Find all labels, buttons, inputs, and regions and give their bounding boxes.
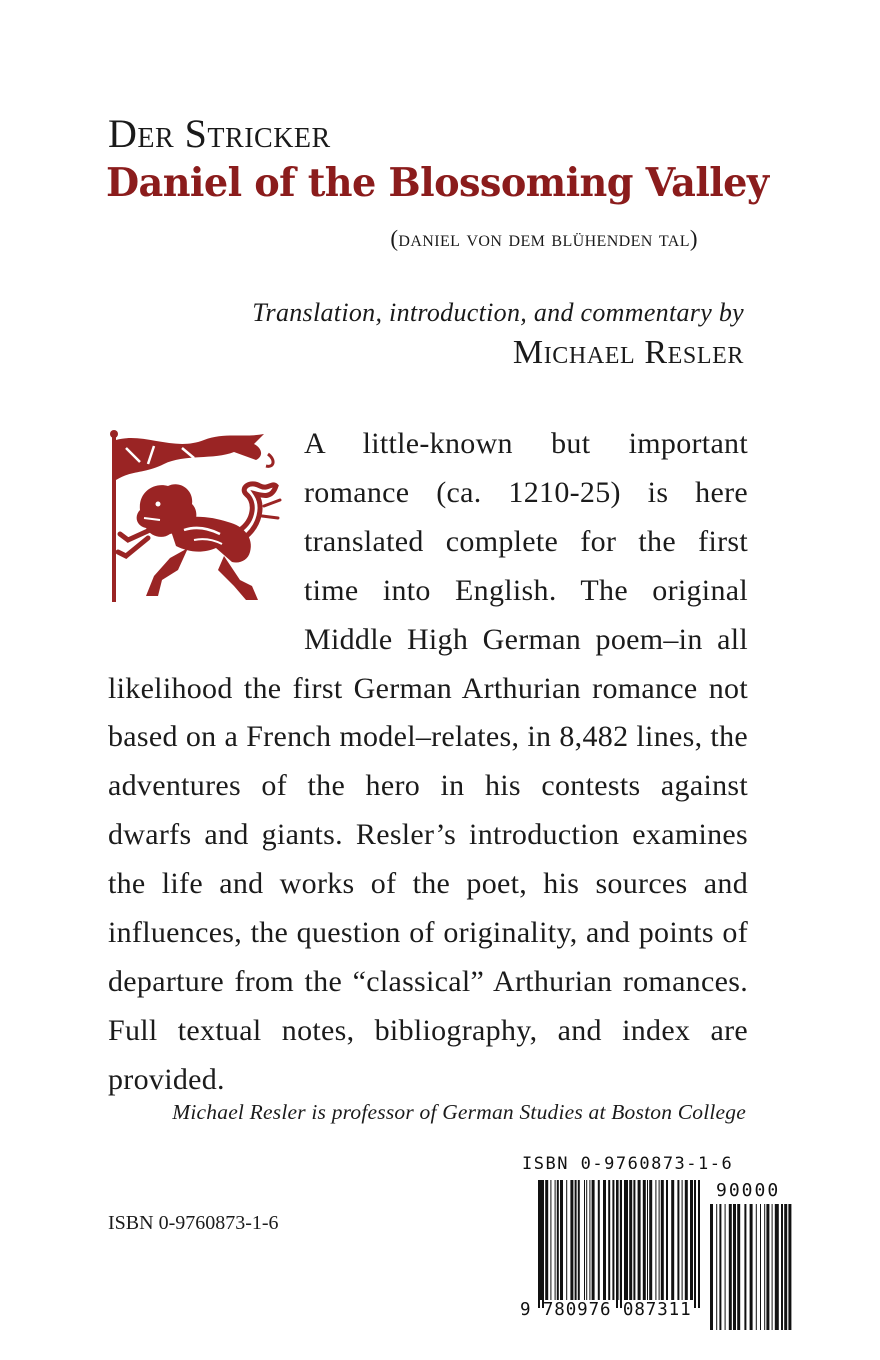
emblem-spacer xyxy=(108,420,304,616)
book-subtitle: (daniel von dem blühenden tal) xyxy=(390,226,698,251)
book-description xyxy=(108,420,748,1105)
barcode-price-code: 90000 xyxy=(716,1180,781,1201)
barcode-digits: 9 780976 087311 xyxy=(520,1300,692,1320)
book-description-text: A little-known but important romance (ca. 1210-25) is here translated complete for the first time into English. The original Middle High German poem–in all likelihood the first German Arthurian romance not based on a French model–relates, in 8,482 lines, the adventures of the hero in his contests against dwarfs and giants. Resler’s introduction examines the life and works of the poet, his sources and influences, the question of originality, and points of departure from the “classical” Arthurian romances. Full textual notes, bibliography, and index are provided. xyxy=(108,427,748,1096)
barcode-isbn: ISBN 0-9760873-1-6 xyxy=(522,1154,734,1174)
author-name: Der Stricker xyxy=(108,111,331,156)
translator-name: Michael Resler xyxy=(512,334,744,371)
author-bio: Michael Resler is professor of German Studies at Boston College xyxy=(172,1100,746,1124)
isbn-label: ISBN 0-9760873-1-6 xyxy=(108,1212,279,1234)
book-title: Daniel of the Blossoming Valley xyxy=(106,160,769,206)
translation-credit: Translation, introduction, and commentary by xyxy=(252,298,744,327)
